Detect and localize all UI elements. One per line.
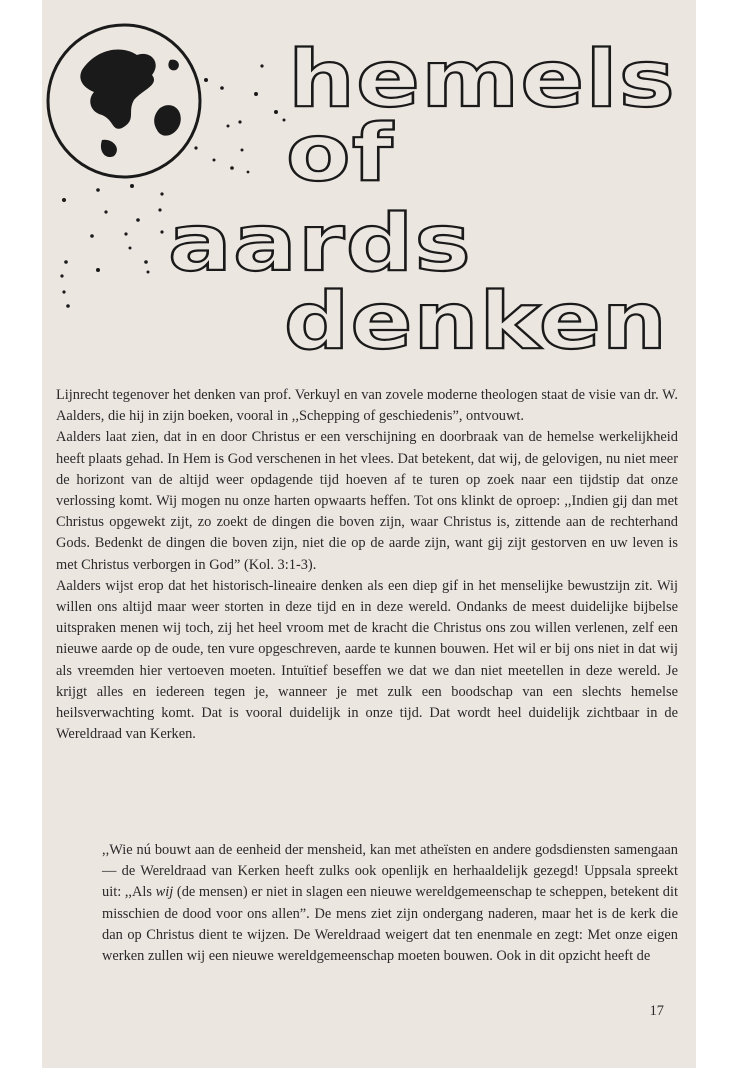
article-body [56,385,678,745]
title-illustration [42,0,696,380]
paragraph-3: Aalders wijst erop dat het historisch-lineaire denken als een diep gif in het menselijke bewustzijn zit. Wij willen ons altijd maar weer storten in deze tijd en in deze wereld. Ondanks de meest duidelijke bijbelse uitspraken menen wij toch, zij het heel vroom met de kracht die Christus ons zou willen verlenen, zelf een nieuwe aarde op de oude, ten vure opgeschreven, aarde te kunnen bouwen. Het wil er bij ons niet in dat wij als vreemden hier vertoeven moeten. Intuïtief beseffen we dat we dan niet meetellen in deze wereld. Je krijgt alles en iedereen tegen je, wanneer je met zulk een boodschap van een slechts hemelse heilsverwachting komt. Dat is vooral duidelijk in onze tijd. Dat wordt heel duidelijk zichtbaar in de Wereldraad van Kerken. [56,577,678,743]
block-quote [102,840,678,967]
title-word-of: of [286,109,395,199]
quote-text [102,840,678,967]
title-word-denken: denken [284,277,668,367]
page-number: 17 [649,1003,664,1019]
quote-part-1: ,,Wie nú bouwt aan de eenheid der mensheid, kan met atheïsten en andere godsdiensten samengaan — de Wereldraad van Kerken heeft zulks ook openlijk en herhaaldelijk gezegd! Uppsala spreekt uit: ,,Als [102,842,678,901]
title-word-hemels: hemels [288,35,676,125]
paragraph-2: Aalders laat zien, dat in en door Christus er een verschijning en doorbraak van de hemelse werkelijkheid heeft plaats gehad. In Hem is God verschenen in het vlees. Dat betekent, dat wij, de gelovigen, nu niet meer de horizont van de altijd weer opdagende tijd hoeven af te turen op zoek naar een tijdstip dat onze verlossing komt. Wij mogen nu onze harten opwaarts heffen. Tot ons klinkt de oproep: ,,Indien gij dan met Christus opgewekt zijt, zo zoekt de dingen die boven zijn, waar Christus is, zittende aan de rechterhand Gods. Bedenkt de dingen die boven zijn, niet die op de aarde zijn, want gij zijt gestorven en uw leven is met Christus verborgen in God” (Kol. 3:1-3). [56,429,678,573]
quote-part-2: (de mensen) er niet in slagen een nieuwe wereldgemeenschap te scheppen, betekent dit misschien de dood voor ons allen”. De mens ziet zijn ondergang naderen, maar het is de kerk die dan op Christus dient te wijzen. De Wereldraad weigert dat ten enenmale en zegt: Met onze eigen werken zullen wij een nieuwe wereldgemeenschap moeten bouwen. Ook in dit opzicht heeft de [102,884,679,965]
quote-emphasis: wij [155,884,174,901]
title-word-aards: aards [168,199,472,289]
globe-icon [48,25,200,177]
magazine-page [42,0,696,1068]
paragraph-1: Lijnrecht tegenover het denken van prof. Verkuyl en van zovele moderne theologen staat de visie van dr. W. Aalders, die hij in zijn boeken, vooral in ,,Schepping of geschiedenis”, ontvouwt. [56,387,678,425]
